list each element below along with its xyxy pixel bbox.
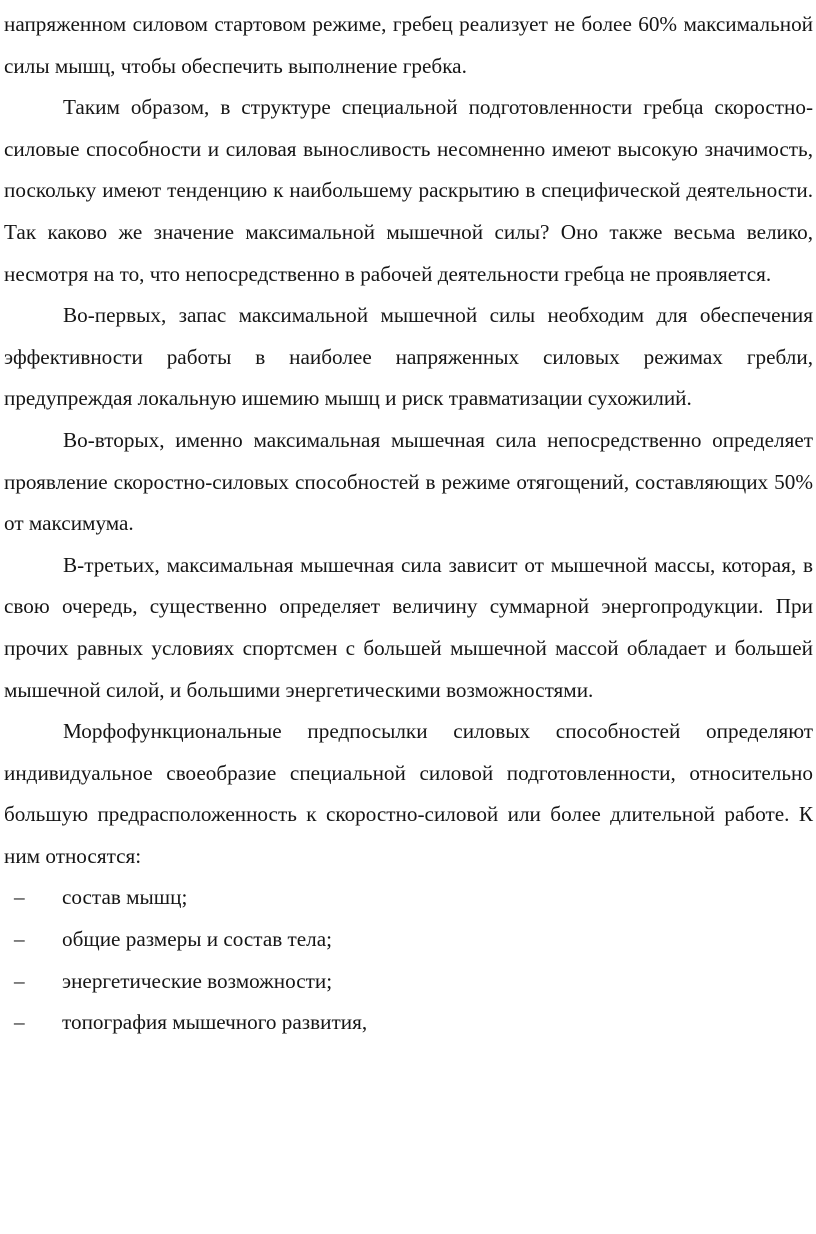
dash-bullet: – <box>14 885 25 910</box>
paragraph-continuation: напряженном силовом стартовом режиме, гребец реализует не более 60% максимальной силы мышц, чтобы обеспечить выполнение гребка. <box>4 12 813 78</box>
dash-bullet: – <box>14 927 25 952</box>
paragraph-third: В-третьих, максимальная мышечная сила зависит от мышечной массы, которая, в свою очередь, существенно определяет величину суммарной энергопродукции. При прочих равных условиях спортсмен с большей мышечной массой обладает и большей мышечной силой, и большими энергетическими возможностями. <box>4 552 813 702</box>
list-item-text: топография мышечного развития, <box>62 1010 368 1035</box>
dash-bullet: – <box>14 1010 25 1035</box>
paragraph-morpho: Морфофункциональные предпосылки силовых способностей определяют индивидуальное своеобразие специальной силовой подготовленности, относительно большую предрасположенность к скоростно-силовой или более длительной работе. К ним относятся: <box>4 719 813 868</box>
paragraph-second: Во-вторых, именно максимальная мышечная сила непосредственно определяет проявление скоростно-силовых способностей в режиме отягощений, составляющих 50% от максимума. <box>4 427 813 536</box>
list-item <box>4 961 813 1003</box>
list-item <box>4 877 813 919</box>
dash-bullet: – <box>14 968 25 993</box>
list-item <box>4 919 813 961</box>
list-item <box>4 1002 813 1044</box>
list-item-text: состав мышц; <box>62 885 188 910</box>
list-item-text: общие размеры и состав тела; <box>62 927 333 952</box>
paragraph-structure: Таким образом, в структуре специальной подготовленности гребца скоростно-силовые способности и силовая выносливость несомненно имеют высокую значимость, поскольку имеют тенденцию к наибольшему раскрытию в специфической деятельности. Так каково же значение максимальной мышечной силы? Оно также весьма велико, несмотря на то, что непосредственно в рабочей деятельности гребца не проявляется. <box>4 95 813 286</box>
list-item-text: энергетические возможности; <box>62 968 333 993</box>
paragraph-first: Во-первых, запас максимальной мышечной силы необходим для обеспечения эффективности работы в наиболее напряженных силовых режимах гребли, предупреждая локальную ишемию мышц и риск травматизации сухожилий. <box>4 303 813 411</box>
factors-list <box>4 877 813 1043</box>
